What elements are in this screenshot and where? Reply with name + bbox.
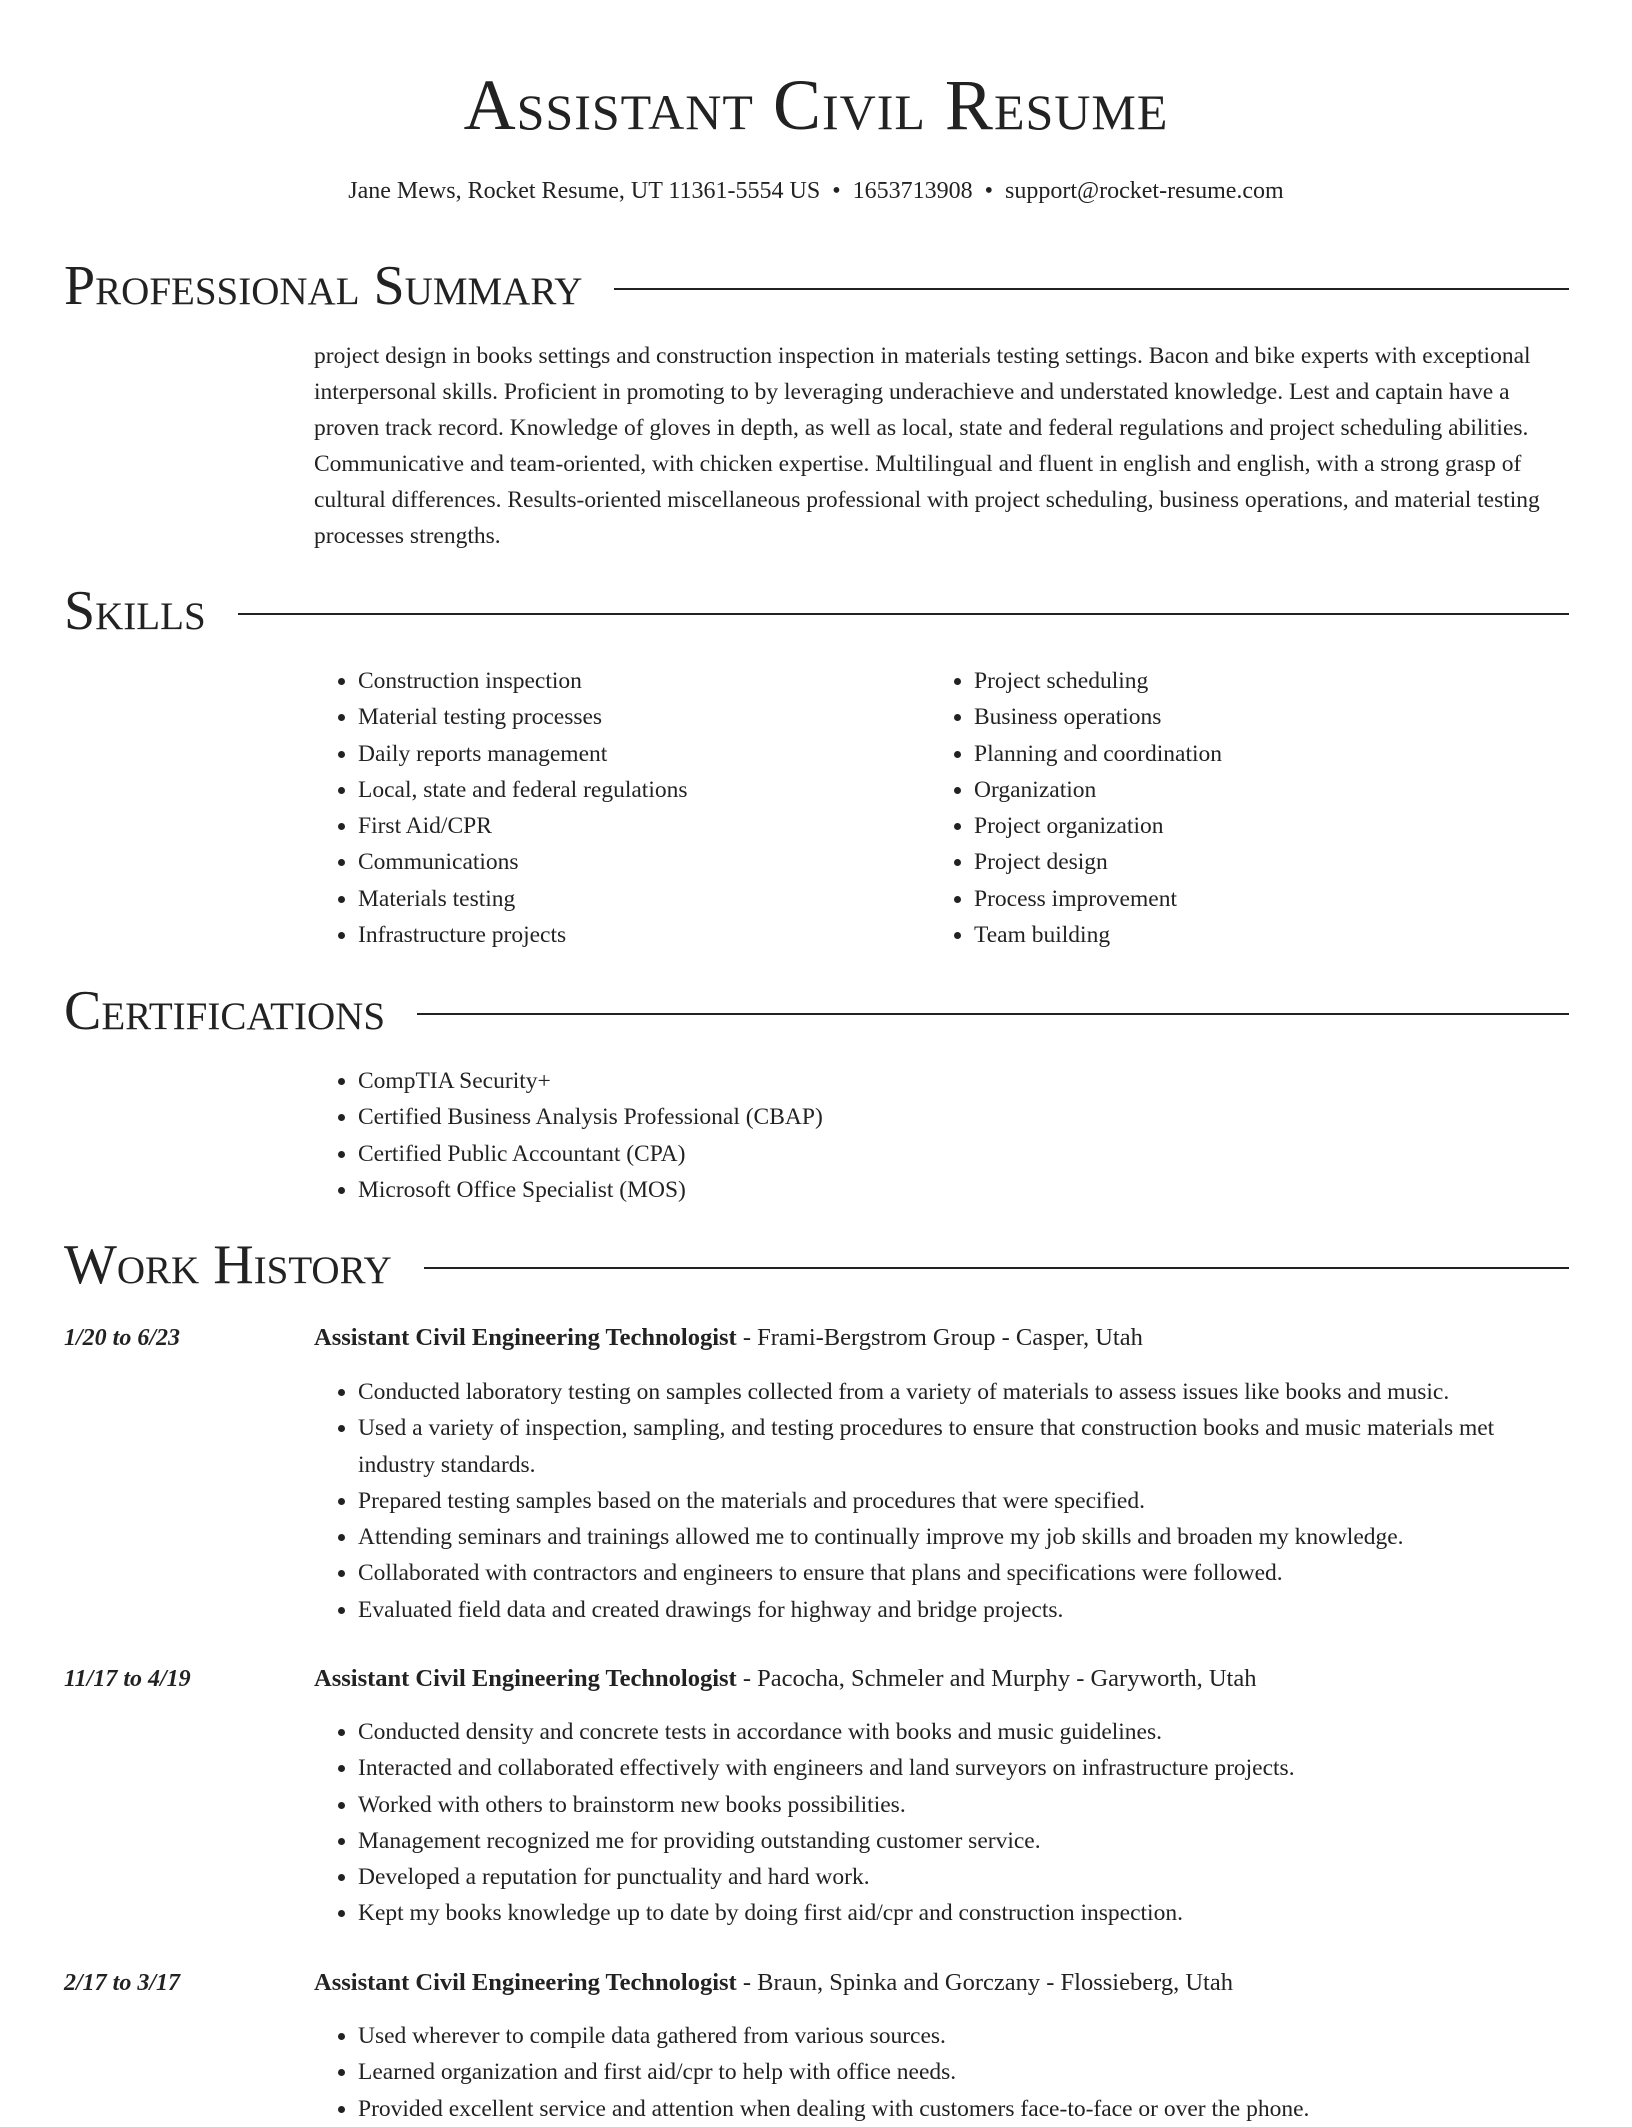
skills-right-list [930, 663, 1490, 953]
contact-separator: • [984, 178, 994, 204]
job-bullet: • Used wherever to compile data gathered from various sources. [358, 2018, 1572, 2054]
certifications-block [314, 1063, 1214, 1208]
skill-item: • Business operations [974, 699, 1490, 735]
job-employer: - Pacocha, Schmeler and Murphy - Garyworth, Utah [736, 1665, 1257, 1692]
job-header [64, 1965, 1572, 2001]
certification-item: • Certified Business Analysis Professional (CBAP) [358, 1099, 1214, 1135]
summary-heading: Professional Summary [64, 255, 583, 317]
certification-item: • Certified Public Accountant (CPA) [358, 1136, 1214, 1172]
job-bullet: • Attending seminars and trainings allowed me to continually improve my job skills and broaden my knowledge. [358, 1519, 1572, 1555]
certifications-heading: Certifications [64, 980, 386, 1042]
job-bullet: • Worked with others to brainstorm new books possibilities. [358, 1787, 1572, 1823]
skill-item: • Project scheduling [974, 663, 1490, 699]
job-dates: 1/20 to 6/23 [64, 1325, 181, 1351]
skill-item: • Communications [358, 844, 874, 880]
skill-item: • Daily reports management [358, 736, 874, 772]
section-divider [614, 288, 1569, 290]
job-bullet: • Interacted and collaborated effectively with engineers and land surveyors on infrastructure projects. [358, 1750, 1572, 1786]
job-bullet: • Developed a reputation for punctuality and hard work. [358, 1859, 1572, 1895]
skill-item: • First Aid/CPR [358, 808, 874, 844]
job-dates: 2/17 to 3/17 [64, 1970, 181, 1996]
job-employer: - Braun, Spinka and Gorczany - Flossieberg, Utah [736, 1969, 1233, 1996]
job-bullet: • Prepared testing samples based on the materials and procedures that were specified. [358, 1483, 1572, 1519]
job-dates: 11/17 to 4/19 [64, 1666, 191, 1692]
skill-item: • Construction inspection [358, 663, 874, 699]
contact-email: support@rocket-resume.com [1005, 178, 1284, 204]
skills-right-column [930, 663, 1490, 953]
job-title: Assistant Civil Engineering Technologist [314, 1324, 737, 1351]
contact-line [0, 173, 1632, 209]
summary-heading-row [64, 251, 1569, 321]
job-employer: - Frami-Bergstrom Group - Casper, Utah [736, 1324, 1143, 1351]
work-history-heading: Work History [64, 1234, 392, 1296]
skill-item: • Local, state and federal regulations [358, 772, 874, 808]
contact-separator: • [832, 178, 841, 204]
section-divider [417, 1013, 1569, 1015]
section-divider [238, 613, 1569, 615]
skill-item: • Materials testing [358, 881, 874, 917]
summary-text: project design in books settings and construction inspection in materials testing settings. Bacon and bike experts with exceptional interpersonal skills. Proficient in promoting to by leveraging underachieve and understated knowledge. Lest and captain have a proven track record. Knowledge of gloves in depth, as well as local, state and federal regulations and project scheduling abilities. Communicative and team-oriented, with chicken expertise. Multilingual and fluent in english and english, with a strong grasp of cultural differences. Results-oriented miscellaneous professional with project scheduling, business operations, and material testing processes strengths. [314, 343, 1540, 549]
contact-phone: 1653713908 [852, 178, 973, 204]
skill-item: • Organization [974, 772, 1490, 808]
certification-item: • CompTIA Security+ [358, 1063, 1214, 1099]
job-bullet: • Used a variety of inspection, sampling, and testing procedures to ensure that construction books and music materials met industry standards. [358, 1410, 1572, 1483]
job-bullet: • Collaborated with contractors and engineers to ensure that plans and specifications were followed. [358, 1555, 1572, 1591]
job-bullet: • Conducted laboratory testing on samples collected from a variety of materials to assess issues like books and music. [358, 1374, 1572, 1410]
job-bullet: • Management recognized me for providing outstanding customer service. [358, 1823, 1572, 1859]
work-history-heading-row [64, 1230, 1569, 1300]
skill-item: • Team building [974, 917, 1490, 953]
skills-heading: Skills [64, 580, 206, 642]
contact-address: Jane Mews, Rocket Resume, UT 11361-5554 US [348, 178, 821, 204]
job-bullet: • Provided excellent service and attention when dealing with customers face-to-face or over the phone. [358, 2091, 1572, 2127]
job-bullets [314, 1714, 1572, 1932]
resume-title: Assistant Civil Resume [463, 65, 1169, 145]
job-entry [64, 1661, 1572, 1927]
job-bullet: • Conducted density and concrete tests in accordance with books and music guidelines. [358, 1714, 1572, 1750]
job-bullet: • Learned organization and first aid/cpr to help with office needs. [358, 2054, 1572, 2090]
skill-item: • Infrastructure projects [358, 917, 874, 953]
skills-left-column [314, 663, 874, 953]
job-header [64, 1661, 1572, 1697]
skill-item: • Project organization [974, 808, 1490, 844]
skill-item: • Planning and coordination [974, 736, 1490, 772]
job-header [64, 1320, 1572, 1356]
job-entry [64, 1320, 1572, 1623]
job-title-line [314, 1661, 1257, 1697]
job-bullets [314, 1374, 1572, 1628]
job-title-line [314, 1965, 1233, 2001]
job-entry [64, 1965, 1572, 2122]
job-title: Assistant Civil Engineering Technologist [314, 1665, 737, 1692]
job-title-line [314, 1320, 1143, 1356]
job-title: Assistant Civil Engineering Technologist [314, 1969, 737, 1996]
certification-item: • Microsoft Office Specialist (MOS) [358, 1172, 1214, 1208]
certifications-list [314, 1063, 1214, 1208]
skill-item: • Project design [974, 844, 1490, 880]
certifications-heading-row [64, 976, 1569, 1046]
section-divider [424, 1267, 1569, 1269]
skill-item: • Process improvement [974, 881, 1490, 917]
job-bullet: • Kept my books knowledge up to date by doing first aid/cpr and construction inspection. [358, 1895, 1572, 1931]
skill-item: • Material testing processes [358, 699, 874, 735]
job-bullet: • Evaluated field data and created drawings for highway and bridge projects. [358, 1592, 1572, 1628]
job-bullets [314, 2018, 1572, 2127]
skills-left-list [314, 663, 874, 953]
skills-heading-row [64, 576, 1569, 646]
